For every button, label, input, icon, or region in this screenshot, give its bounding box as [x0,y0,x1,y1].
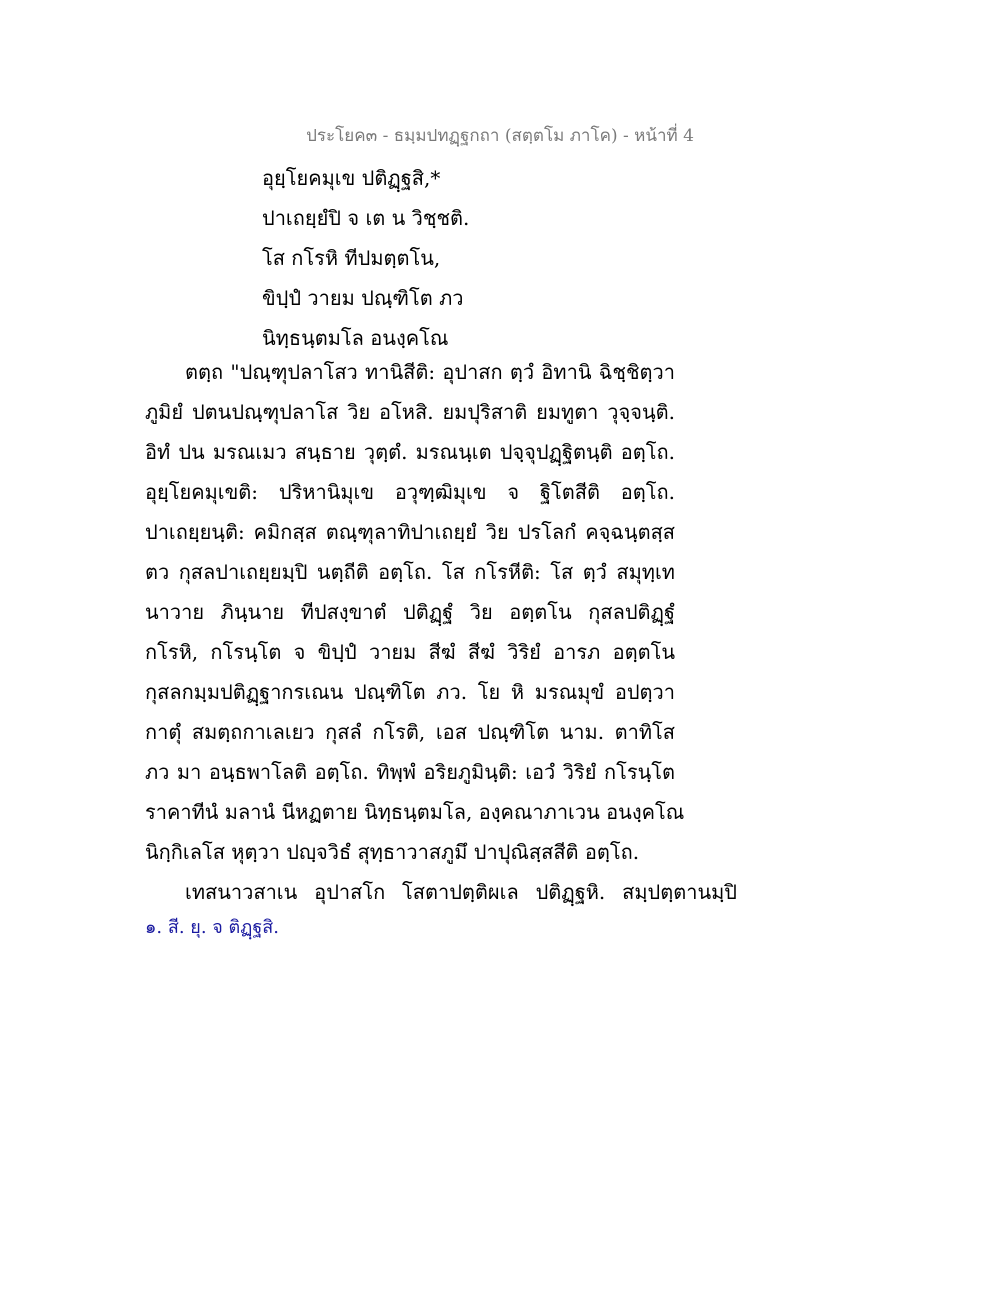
body-line: กาตุํ สมตฺถกาเลเยว กุสลํ กโรติ, เอส ปณฺฑิโต นาม. ตาทิโส [145,720,675,744]
paragraph-last-line: นิกฺกิเลโส หุตฺวา ปญฺจวิธํ สุทฺธาวาสภูมึ ปาปุณิสฺสสีติ อตฺโถ. [145,840,640,864]
verse-line: โส กโรหิ ทีปมตฺตโน, [262,246,441,270]
body-line: ราคาทีนํ มลานํ นีหฏตาย นิทฺธนฺตมโล, องฺคณาภาเวน อนงฺคโณ [145,800,685,824]
body-line: ปาเถยฺยนฺติ: คมิกสฺส ตณฺฑุลาทิปาเถยฺยํ วิย ปรโลกํ คจฺฉนฺตสฺส [145,520,675,544]
body-line: ภูมิยํ ปตนปณฺฑุปลาโส วิย อโหสิ. ยมปุริสาติ ยมทูตา วุจฺจนฺติ. [145,400,675,424]
body-line: อุยฺโยคมุเขติ: ปริหานิมุเข อวุฑฺฒิมุเข จ ฐิโตสีติ อตฺโถ. [145,480,675,504]
verse-block [262,158,469,358]
verse-line: ปาเถยฺยํปิ จ เต น วิชฺชติ. [262,206,470,230]
footnote: ๑. สี. ยุ. จ ติฏฺฐสิ. [145,917,279,938]
paragraph-first-line: ตตฺถ "ปณฺฑุปลาโสว ทานิสีติ: อุปาสก ตฺวํ อิทานิ ฉิชฺชิตฺวา [185,360,675,384]
commentary-text [145,352,737,912]
body-line: ภว มา อนฺธพาโลติ อตฺโถ. ทิพฺพํ อริยภูมินฺติ: เอวํ วิริยํ กโรนฺโต [145,760,675,784]
body-line: กุสลกมฺมปติฏฺฐากรเณน ปณฺฑิโต ภว. โย หิ มรณมุขํ อปตฺวา [145,680,675,704]
verse-line: ขิปฺปํ วายม ปณฺฑิโต ภว [262,286,464,310]
paragraph-first-line: เทสนาวสาเน อุปาสโก โสตาปตฺติผเล ปติฏฺฐหิ. สมฺปตฺตานมฺปิ [185,880,737,904]
body-line: ตว กุสลปาเถยฺยมฺปิ นตฺถีติ อตฺโถ. โส กโรหีติ: โส ตฺวํ สมุทฺเท [145,560,675,584]
body-line: นาวาย ภินฺนาย ทีปสงฺขาตํ ปติฏฺฐํ วิย อตฺตโน กุสลปติฏฺฐํ [145,600,675,624]
body-line: กโรหิ, กโรนฺโต จ ขิปฺปํ วายม สีฆํ สีฆํ วิริยํ อารภ อตฺตโน [145,640,675,664]
body-line: อิทํ ปน มรณเมว สนฺธาย วุตฺตํ. มรณนฺเต ปจฺจุปฏฺฐิตนฺติ อตฺโถ. [145,440,675,464]
verse-line: นิทฺธนฺตมโล อนงฺคโณ [262,326,449,350]
verse-line: อุยฺโยคมุเข ปติฏฺฐสิ,* [262,166,441,190]
running-header: ประโยค๓ - ธมฺมปทฏฺฐกถา (สตฺตโม ภาโค) - หน้าที่ 4 [306,126,694,146]
